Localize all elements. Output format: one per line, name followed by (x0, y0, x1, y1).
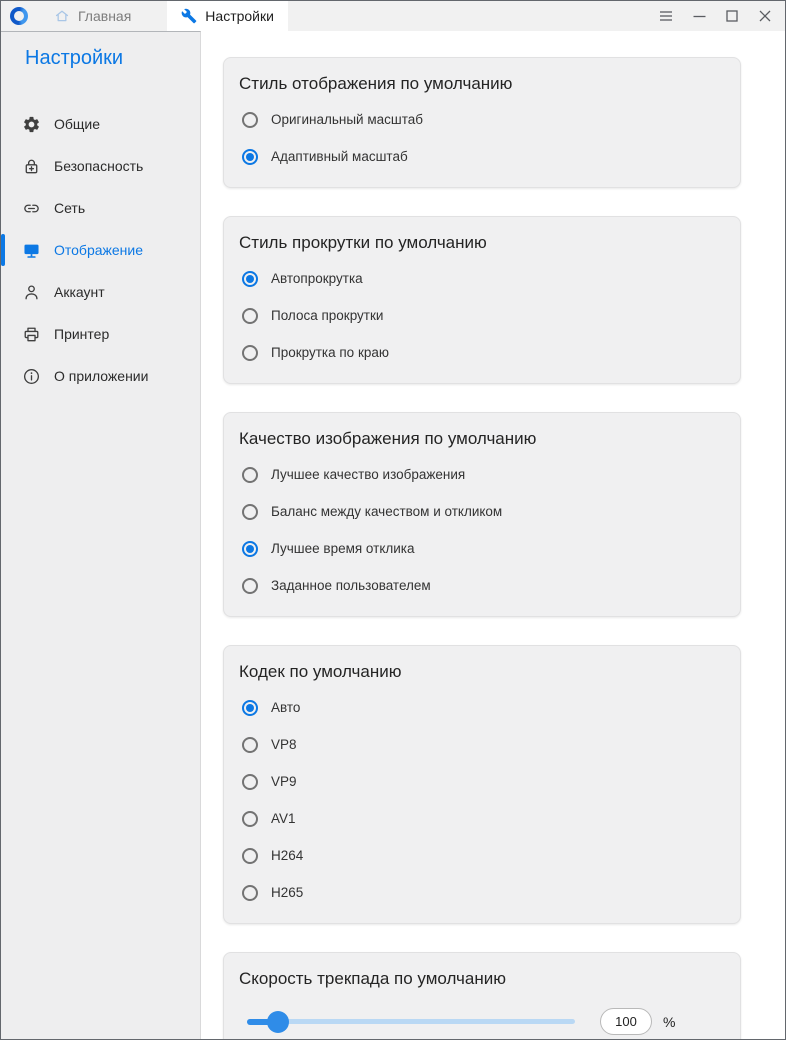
section-title: Стиль прокрутки по умолчанию (239, 233, 487, 252)
slider-track (247, 1019, 575, 1024)
section-title: Кодек по умолчанию (239, 662, 402, 681)
radio-option-best-response[interactable]: Лучшее время отклика (238, 530, 726, 567)
radio-option-autoscroll[interactable]: Автопрокрутка (238, 260, 726, 297)
section-image-quality (223, 412, 741, 617)
sidebar-item-account[interactable] (1, 271, 200, 313)
radio-icon (242, 578, 258, 594)
radio-option-balanced[interactable]: Баланс между качеством и откликом (238, 493, 726, 530)
radio-icon-checked (242, 541, 258, 557)
section-title: Качество изображения по умолчанию (239, 429, 537, 448)
sidebar-item-printer[interactable] (1, 313, 200, 355)
radio-icon (242, 467, 258, 483)
sidebar (1, 31, 201, 1039)
page-title: Настройки (25, 47, 124, 69)
trackpad-speed-slider[interactable] (247, 1011, 575, 1033)
radio-option-codec-h264[interactable]: H264 (238, 837, 726, 874)
radio-option-codec-vp9[interactable]: VP9 (238, 763, 726, 800)
section-codec (223, 645, 741, 924)
sidebar-item-security[interactable] (1, 145, 200, 187)
titlebar (1, 1, 785, 31)
section-display-style (223, 57, 741, 188)
tab-settings-label: Настройки (205, 8, 274, 24)
slider-thumb[interactable] (267, 1011, 289, 1033)
close-button[interactable] (757, 1, 773, 31)
section-scroll-style (223, 216, 741, 384)
lock-icon (21, 156, 41, 176)
radio-icon (242, 308, 258, 324)
radio-icon (242, 112, 258, 128)
sidebar-item-label: О приложении (54, 368, 149, 384)
radio-icon (242, 345, 258, 361)
sidebar-item-label: Общие (54, 116, 101, 132)
radio-option-scrollbar[interactable]: Полоса прокрутки (238, 297, 726, 334)
radio-option-custom[interactable]: Заданное пользователем (238, 567, 726, 604)
person-icon (21, 282, 41, 302)
sidebar-item-general[interactable] (1, 103, 200, 145)
link-icon (21, 198, 41, 218)
radio-option-codec-av1[interactable]: AV1 (238, 800, 726, 837)
radio-icon-checked (242, 700, 258, 716)
sidebar-item-network[interactable] (1, 187, 200, 229)
percent-unit-label: % (663, 1013, 676, 1030)
radio-icon-checked (242, 271, 258, 287)
settings-content (201, 31, 785, 1039)
radio-icon (242, 774, 258, 790)
tab-home-label: Главная (78, 8, 132, 24)
hamburger-menu-icon[interactable] (658, 1, 674, 31)
trackpad-speed-value-input[interactable]: 100 (600, 1008, 652, 1035)
radio-icon (242, 811, 258, 827)
tab-home[interactable] (40, 1, 145, 31)
maximize-button[interactable] (724, 1, 740, 31)
radio-option-adaptive-scale[interactable]: Адаптивный масштаб (238, 138, 726, 175)
radio-icon (242, 885, 258, 901)
sidebar-item-label: Аккаунт (54, 284, 105, 300)
sidebar-item-label: Безопасность (54, 158, 144, 174)
radio-option-best-quality[interactable]: Лучшее качество изображения (238, 456, 726, 493)
wrench-icon (181, 8, 197, 24)
sidebar-item-display[interactable] (1, 229, 200, 271)
window-controls (658, 1, 785, 31)
section-trackpad-speed (223, 952, 741, 1039)
radio-option-codec-vp8[interactable]: VP8 (238, 726, 726, 763)
radio-option-codec-h265[interactable]: H265 (238, 874, 726, 911)
radio-option-edge-scroll[interactable]: Прокрутка по краю (238, 334, 726, 371)
sidebar-item-label: Отображение (54, 242, 144, 258)
radio-icon (242, 504, 258, 520)
printer-icon (21, 324, 41, 344)
radio-option-codec-auto[interactable]: Авто (238, 689, 726, 726)
radio-icon-checked (242, 149, 258, 165)
app-logo-icon (10, 7, 28, 25)
monitor-icon (21, 240, 41, 260)
sidebar-nav (1, 103, 200, 397)
sidebar-item-label: Принтер (54, 326, 110, 342)
radio-icon (242, 848, 258, 864)
sidebar-item-label: Сеть (54, 200, 86, 216)
info-icon (21, 366, 41, 386)
section-title: Скорость трекпада по умолчанию (239, 969, 506, 988)
tab-settings[interactable] (167, 1, 288, 31)
minimize-button[interactable] (691, 1, 707, 31)
radio-option-original-scale[interactable]: Оригинальный масштаб (238, 101, 726, 138)
radio-icon (242, 737, 258, 753)
sidebar-item-about[interactable] (1, 355, 200, 397)
home-icon (54, 8, 70, 24)
gear-icon (21, 114, 41, 134)
section-title: Стиль отображения по умолчанию (239, 74, 513, 93)
trackpad-speed-row (238, 996, 726, 1039)
